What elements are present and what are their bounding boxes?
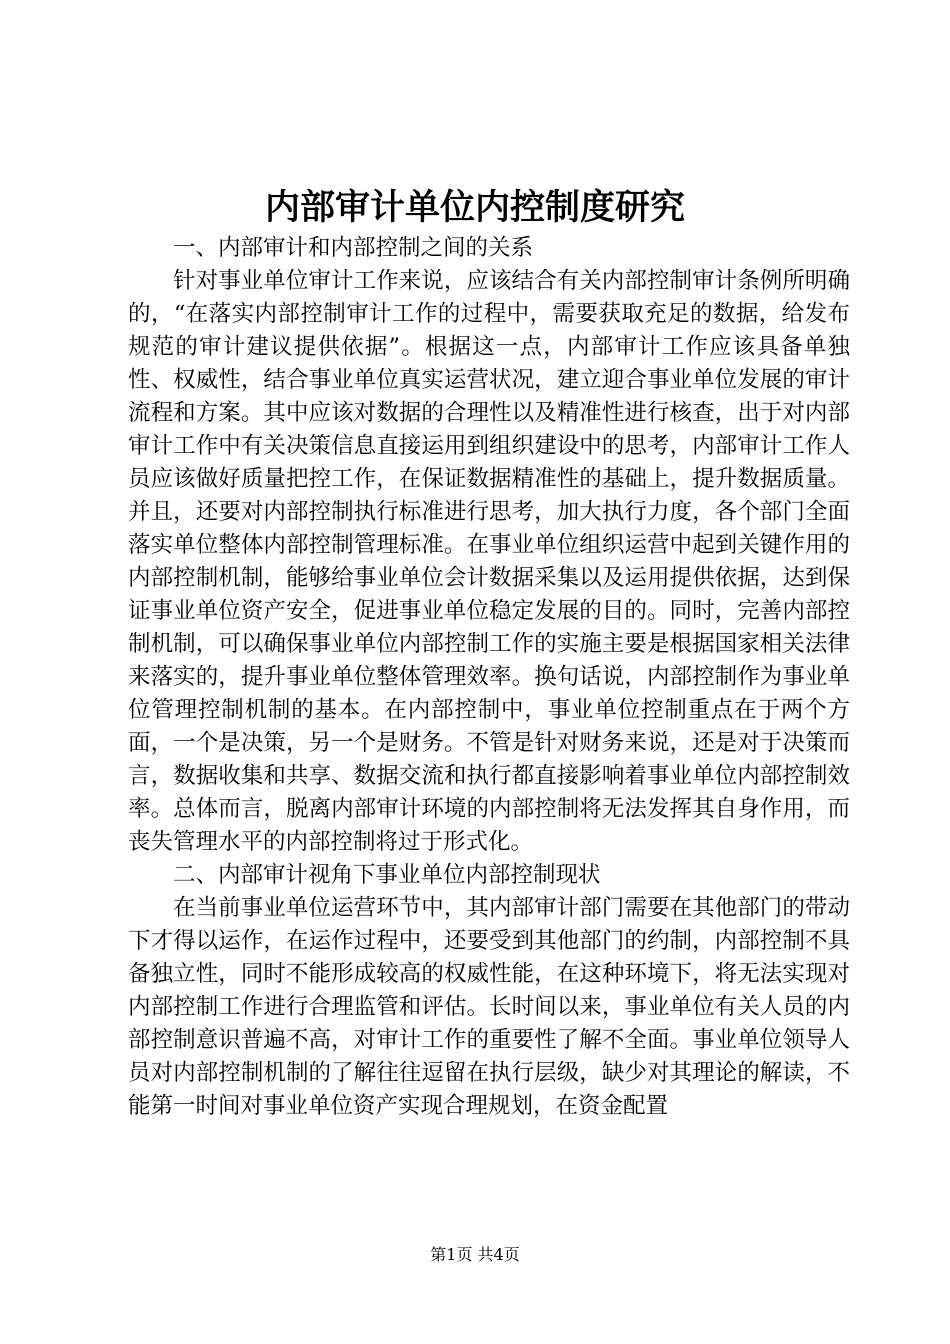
section-heading-2: 二、内部审计视角下事业单位内部控制现状 [173, 862, 601, 888]
paragraph-1: 针对事业单位审计工作来说，应该结合有关内部控制审计条例所明确的，“在落实内部控制审计工作的过程中，需要获取充足的数据，给发布规范的审计建议提供依据”。根据这一点，内部审计工作应该具备单独性、权威性，结合事业单位真实运营状况，建立迎合事业单位发展的审计流程和方案。其中应该对数据的合理性以及精准性进行核查，出于对内部审计工作中有关决策信息直接运用到组织建设中的思考，内部审计工作人员应该做好质量把控工作，在保证数据精准性的基础上，提升数据质量。并且，还要对内部控制执行标准进行思考，加大执行力度，各个部门全面落实单位整体内部控制管理标准。在事业单位组织运营中起到关键作用的内部控制机制，能够给事业单位会计数据采集以及运用提供依据，达到保证事业单位资产安全，促进事业单位稳定发展的目的。同时，完善内部控制机制，可以确保事业单位内部控制工作的实施主要是根据国家相关法律来落实的，提升事业单位整体管理效率。换句话说，内部控制作为事业单位管理控制机制的基本。在内部控制中，事业单位控制重点在于两个方面，一个是决策，另一个是财务。不管是针对财务来说，还是对于决策而言，数据收集和共享、数据交流和执行都直接影响着事业单位内部控制效率。总体而言，脱离内部审计环境的内部控制将无法发挥其自身作用，而丧失管理水平的内部控制将过于形式化。 [128, 268, 850, 855]
paragraph-2: 在当前事业单位运营环节中，其内部审计部门需要在其他部门的带动下才得以运作，在运作过程中，还要受到其他部门的约制，内部控制不具备独立性，同时不能形成较高的权威性能，在这种环境下，将无法实现对内部控制工作进行合理监管和评估。长时间以来，事业单位有关人员的内部控制意识普遍不高，对审计工作的重要性了解不全面。事业单位领导人员对内部控制机制的了解往往逗留在执行层级，缺少对其理论的解读，不能第一时间对事业单位资产实现合理规划，在资金配置 [128, 895, 850, 1119]
document-title: 内部审计单位内控制度研究 [264, 188, 685, 228]
page-footer: 第1页 共4页 [430, 1245, 520, 1264]
document-body [128, 232, 850, 1123]
section-heading-1: 一、内部审计和内部控制之间的关系 [173, 235, 534, 261]
